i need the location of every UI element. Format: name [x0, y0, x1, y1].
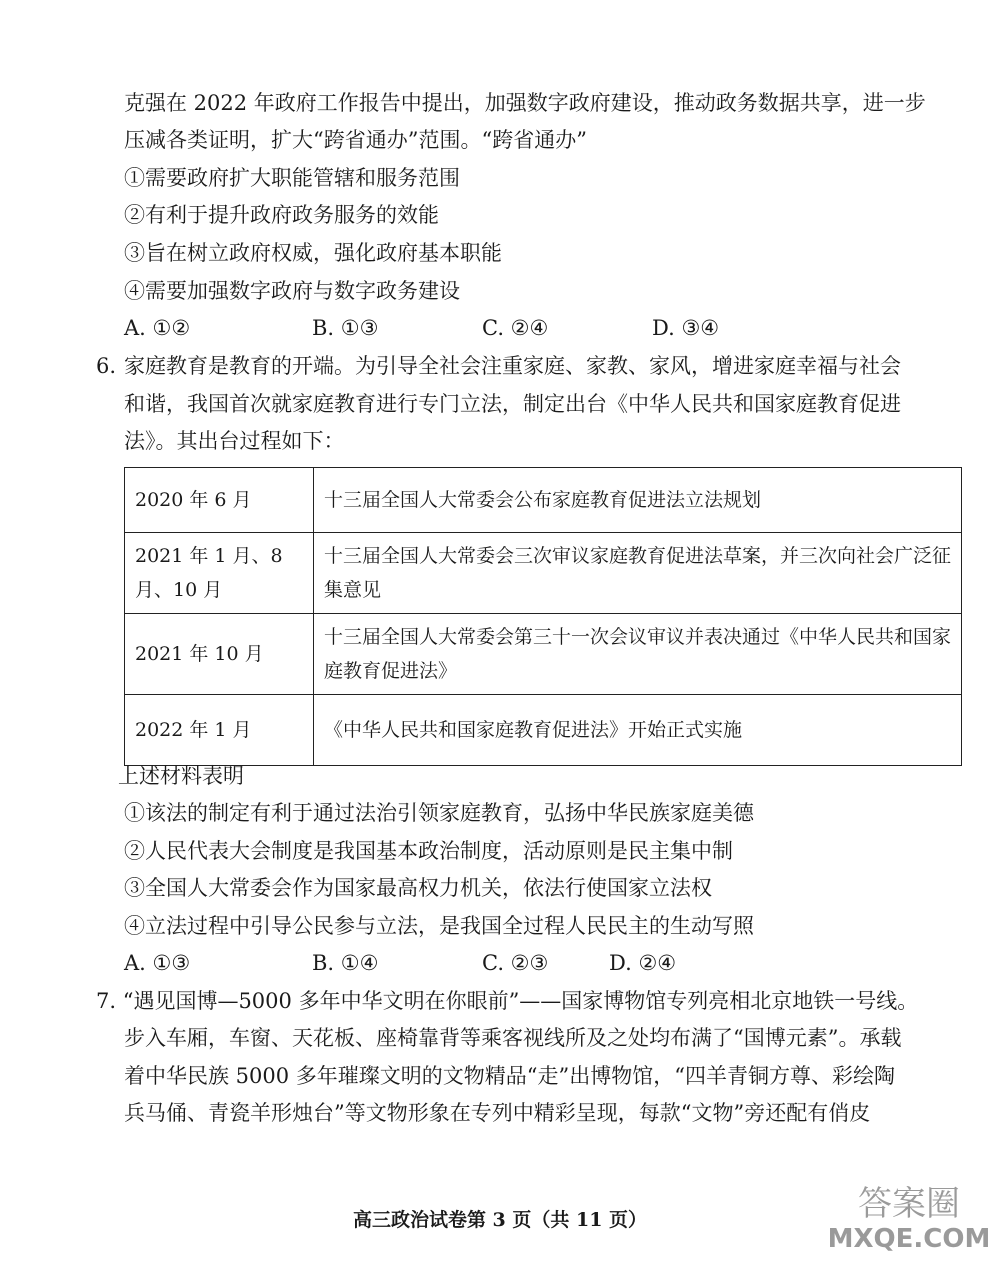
q6-option-b: B. ①④ [312, 951, 379, 975]
table-cell-date: 2020 年 6 月 [125, 468, 314, 533]
q5-option-a: A. ①② [124, 316, 191, 340]
q7-stem-line-3: 着中华民族 5000 多年璀璨文明的文物精品“走”出博物馆，“四羊青铜方尊、彩绘陶 [124, 1064, 895, 1088]
q5-item-1: ①需要政府扩大职能管辖和服务范围 [124, 166, 460, 190]
table-row [125, 695, 962, 766]
q7-stem-line-1: 7. “遇见国博—5000 多年中华文明在你眼前”——国家博物馆专列亮相北京地铁一号线。 [96, 989, 919, 1013]
watermark-logo-top: 答案圈 [858, 1184, 960, 1224]
q6-stem-line-3: 法》。其出台过程如下： [124, 429, 345, 453]
q5-option-d: D. ③④ [652, 316, 720, 340]
q5-stem-line-1: 克强在 2022 年政府工作报告中提出，加强数字政府建设，推动政务数据共享，进一步 [124, 91, 926, 115]
table-cell-event: 《中华人民共和国家庭教育促进法》开始正式实施 [314, 695, 962, 766]
q5-item-3: ③旨在树立政府权威，强化政府基本职能 [124, 241, 502, 265]
q6-stem-line-2: 和谐，我国首次就家庭教育进行专门立法，制定出台《中华人民共和国家庭教育促进 [124, 392, 901, 416]
watermark-logo-bottom: MXQE.COM [827, 1224, 991, 1254]
q5-stem-line-2: 压减各类证明，扩大“跨省通办”范围。“跨省通办” [124, 128, 587, 152]
table-cell-date: 2021 年 10 月 [125, 614, 314, 695]
table-cell-date: 2022 年 1 月 [125, 695, 314, 766]
q6-number: 6. [96, 354, 117, 378]
q5-item-4: ④需要加强数字政府与数字政务建设 [124, 279, 460, 303]
q6-material-note: 上述材料表明 [118, 764, 244, 788]
q6-stem-line-1: 家庭教育是教育的开端。为引导全社会注重家庭、家教、家风，增进家庭幸福与社会 [124, 354, 901, 378]
q5-option-b: B. ①③ [312, 316, 379, 340]
table-cell-date: 2021 年 1 月、8 月、10 月 [125, 533, 314, 614]
q6-option-c: C. ②③ [482, 951, 549, 975]
q6-item-3: ③全国人大常委会作为国家最高权力机关，依法行使国家立法权 [124, 876, 712, 900]
table-row [125, 468, 962, 533]
q6-option-a: A. ①③ [124, 951, 191, 975]
q6-item-1: ①该法的制定有利于通过法治引领家庭教育，弘扬中华民族家庭美德 [124, 801, 754, 825]
table-cell-event: 十三届全国人大常委会第三十一次会议审议并表决通过《中华人民共和国家庭教育促进法》 [314, 614, 962, 695]
q5-item-2: ②有利于提升政府政务服务的效能 [124, 203, 439, 227]
q6-item-4: ④立法过程中引导公民参与立法，是我国全过程人民民主的生动写照 [124, 914, 754, 938]
table-cell-event: 十三届全国人大常委会三次审议家庭教育促进法草案，并三次向社会广泛征集意见 [314, 533, 962, 614]
table-row [125, 614, 962, 695]
table-cell-event: 十三届全国人大常委会公布家庭教育促进法立法规划 [314, 468, 962, 533]
q6-option-d: D. ②④ [609, 951, 677, 975]
watermark-logo [814, 1175, 994, 1255]
q7-stem-line-4: 兵马俑、青瓷羊形烛台”等文物形象在专列中精彩呈现，每款“文物”旁还配有俏皮 [124, 1101, 871, 1125]
page-footer: 高三政治试卷第 3 页（共 11 页） [352, 1209, 648, 1231]
q6-options [124, 948, 844, 978]
legislation-process-table [124, 467, 962, 766]
table-row [125, 533, 962, 614]
q5-option-c: C. ②④ [482, 316, 549, 340]
q7-stem-line-2: 步入车厢，车窗、天花板、座椅靠背等乘客视线所及之处均布满了“国博元素”。承载 [124, 1026, 902, 1050]
q6-item-2: ②人民代表大会制度是我国基本政治制度，活动原则是民主集中制 [124, 839, 733, 863]
q5-options [124, 313, 844, 343]
